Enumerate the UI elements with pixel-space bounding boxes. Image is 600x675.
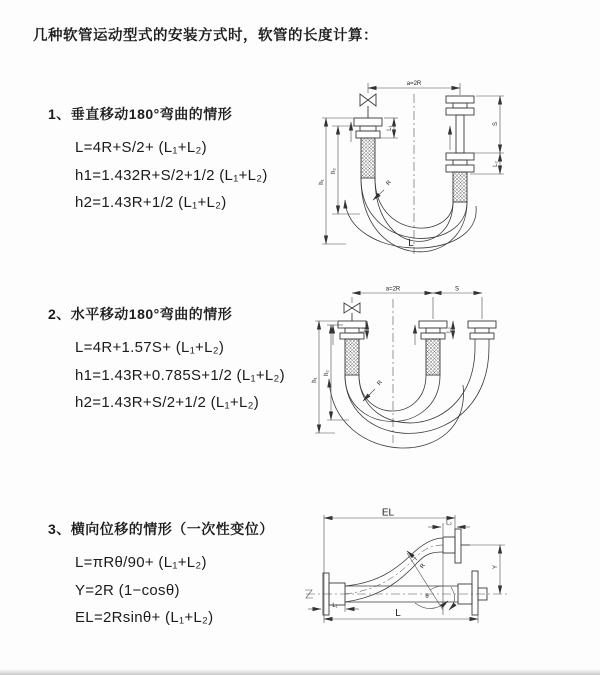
dim-label-s: S <box>454 286 460 293</box>
dim-h1-h2 <box>312 321 349 433</box>
left-pipe-valve <box>333 303 366 375</box>
radius-callout <box>363 379 384 401</box>
label-theta: θ <box>425 594 429 600</box>
dim-label-h2: h₂ <box>331 168 337 174</box>
label-r: R <box>376 379 384 387</box>
label-r: R <box>419 562 427 570</box>
dim-label-l2: L₂ <box>446 520 452 527</box>
dim-l2 <box>470 153 504 174</box>
radius-callout <box>407 551 427 570</box>
dim-a2r <box>368 81 460 95</box>
right-lower-flange <box>458 571 487 615</box>
centerline <box>305 590 508 598</box>
dim-label-s: S <box>493 121 499 127</box>
dim-label-l2: L₂ <box>493 161 499 167</box>
section-2 <box>48 304 285 417</box>
formula-h2: h2=1.43R+1/2 (L₁+L₂) <box>75 194 227 211</box>
dim-s <box>468 96 504 153</box>
page-title: 几种软管运动型式的安装方式时，软管的长度计算： <box>33 28 378 44</box>
dim-label-a2r: a=2R <box>385 286 401 293</box>
diagram-horizontal-180-bend <box>305 285 600 457</box>
dim-label-a2r: a=2R <box>406 81 422 87</box>
dim-label-l1: L₁ <box>387 125 393 131</box>
formula-el: EL=2Rsinθ+ (L₁+L₂) <box>75 609 214 626</box>
dim-label-l2: L₂ <box>446 327 453 333</box>
dim-h1-h2 <box>319 118 360 244</box>
dim-label-h2: h₂ <box>324 370 330 376</box>
scan-page-edge <box>0 669 600 675</box>
dim-a2r-s <box>352 287 482 320</box>
dim-l1 <box>308 603 359 612</box>
dim-label-el: EL <box>381 507 395 519</box>
dim-label-y: Y <box>493 564 499 570</box>
dim-l <box>324 608 478 623</box>
s-curve-hose <box>345 538 443 602</box>
formula-h1: h1=1.432R+S/2+1/2 (L₁+L₂) <box>75 166 268 184</box>
label-l-total: L <box>408 238 414 249</box>
dim-label-h1: h₁ <box>319 179 325 185</box>
formula-l: L=4R+1.57S+ (L₁+L₂) <box>75 339 225 356</box>
formula-l: L=πRθ/90+ (L₁+L₂) <box>75 554 207 571</box>
dim-label-l: L <box>395 608 401 619</box>
right-pipe-moved <box>468 321 496 339</box>
middle-pipe <box>415 321 447 375</box>
diagram-vertical-180-bend <box>310 74 596 260</box>
left-pipe-valve <box>351 94 382 178</box>
dim-l2 <box>428 521 470 537</box>
dim-l2 <box>447 321 454 339</box>
angle-theta <box>407 553 455 615</box>
dim-el <box>324 508 455 624</box>
section-1-heading: 1、垂直移动180°弯曲的情形 <box>48 106 233 122</box>
formula-h1: h1=1.43R+0.785S+1/2 (L₁+L₂) <box>75 366 285 384</box>
dim-label-h1: h₁ <box>312 377 318 383</box>
section-1 <box>48 104 268 217</box>
diagram-lateral-displacement <box>300 507 600 657</box>
section-2-heading: 2、水平移动180°弯曲的情形 <box>48 306 233 322</box>
dim-label-l1: L₁ <box>360 327 367 333</box>
dim-label-l1: L₁ <box>332 603 338 609</box>
right-pipe <box>446 96 474 202</box>
formula-y: Y=2R (1−cosθ) <box>75 581 180 599</box>
right-upper-flange <box>443 529 470 563</box>
dim-y <box>462 545 505 594</box>
formula-h2: h2=1.43R+S/2+1/2 (L₁+L₂) <box>75 394 260 411</box>
section-3 <box>48 519 274 632</box>
label-r: R <box>385 179 393 187</box>
formula-l: L=4R+S/2+ (L₁+L₂) <box>75 139 207 156</box>
section-3-heading: 3、横向位移的情形（一次性变位） <box>48 521 274 537</box>
